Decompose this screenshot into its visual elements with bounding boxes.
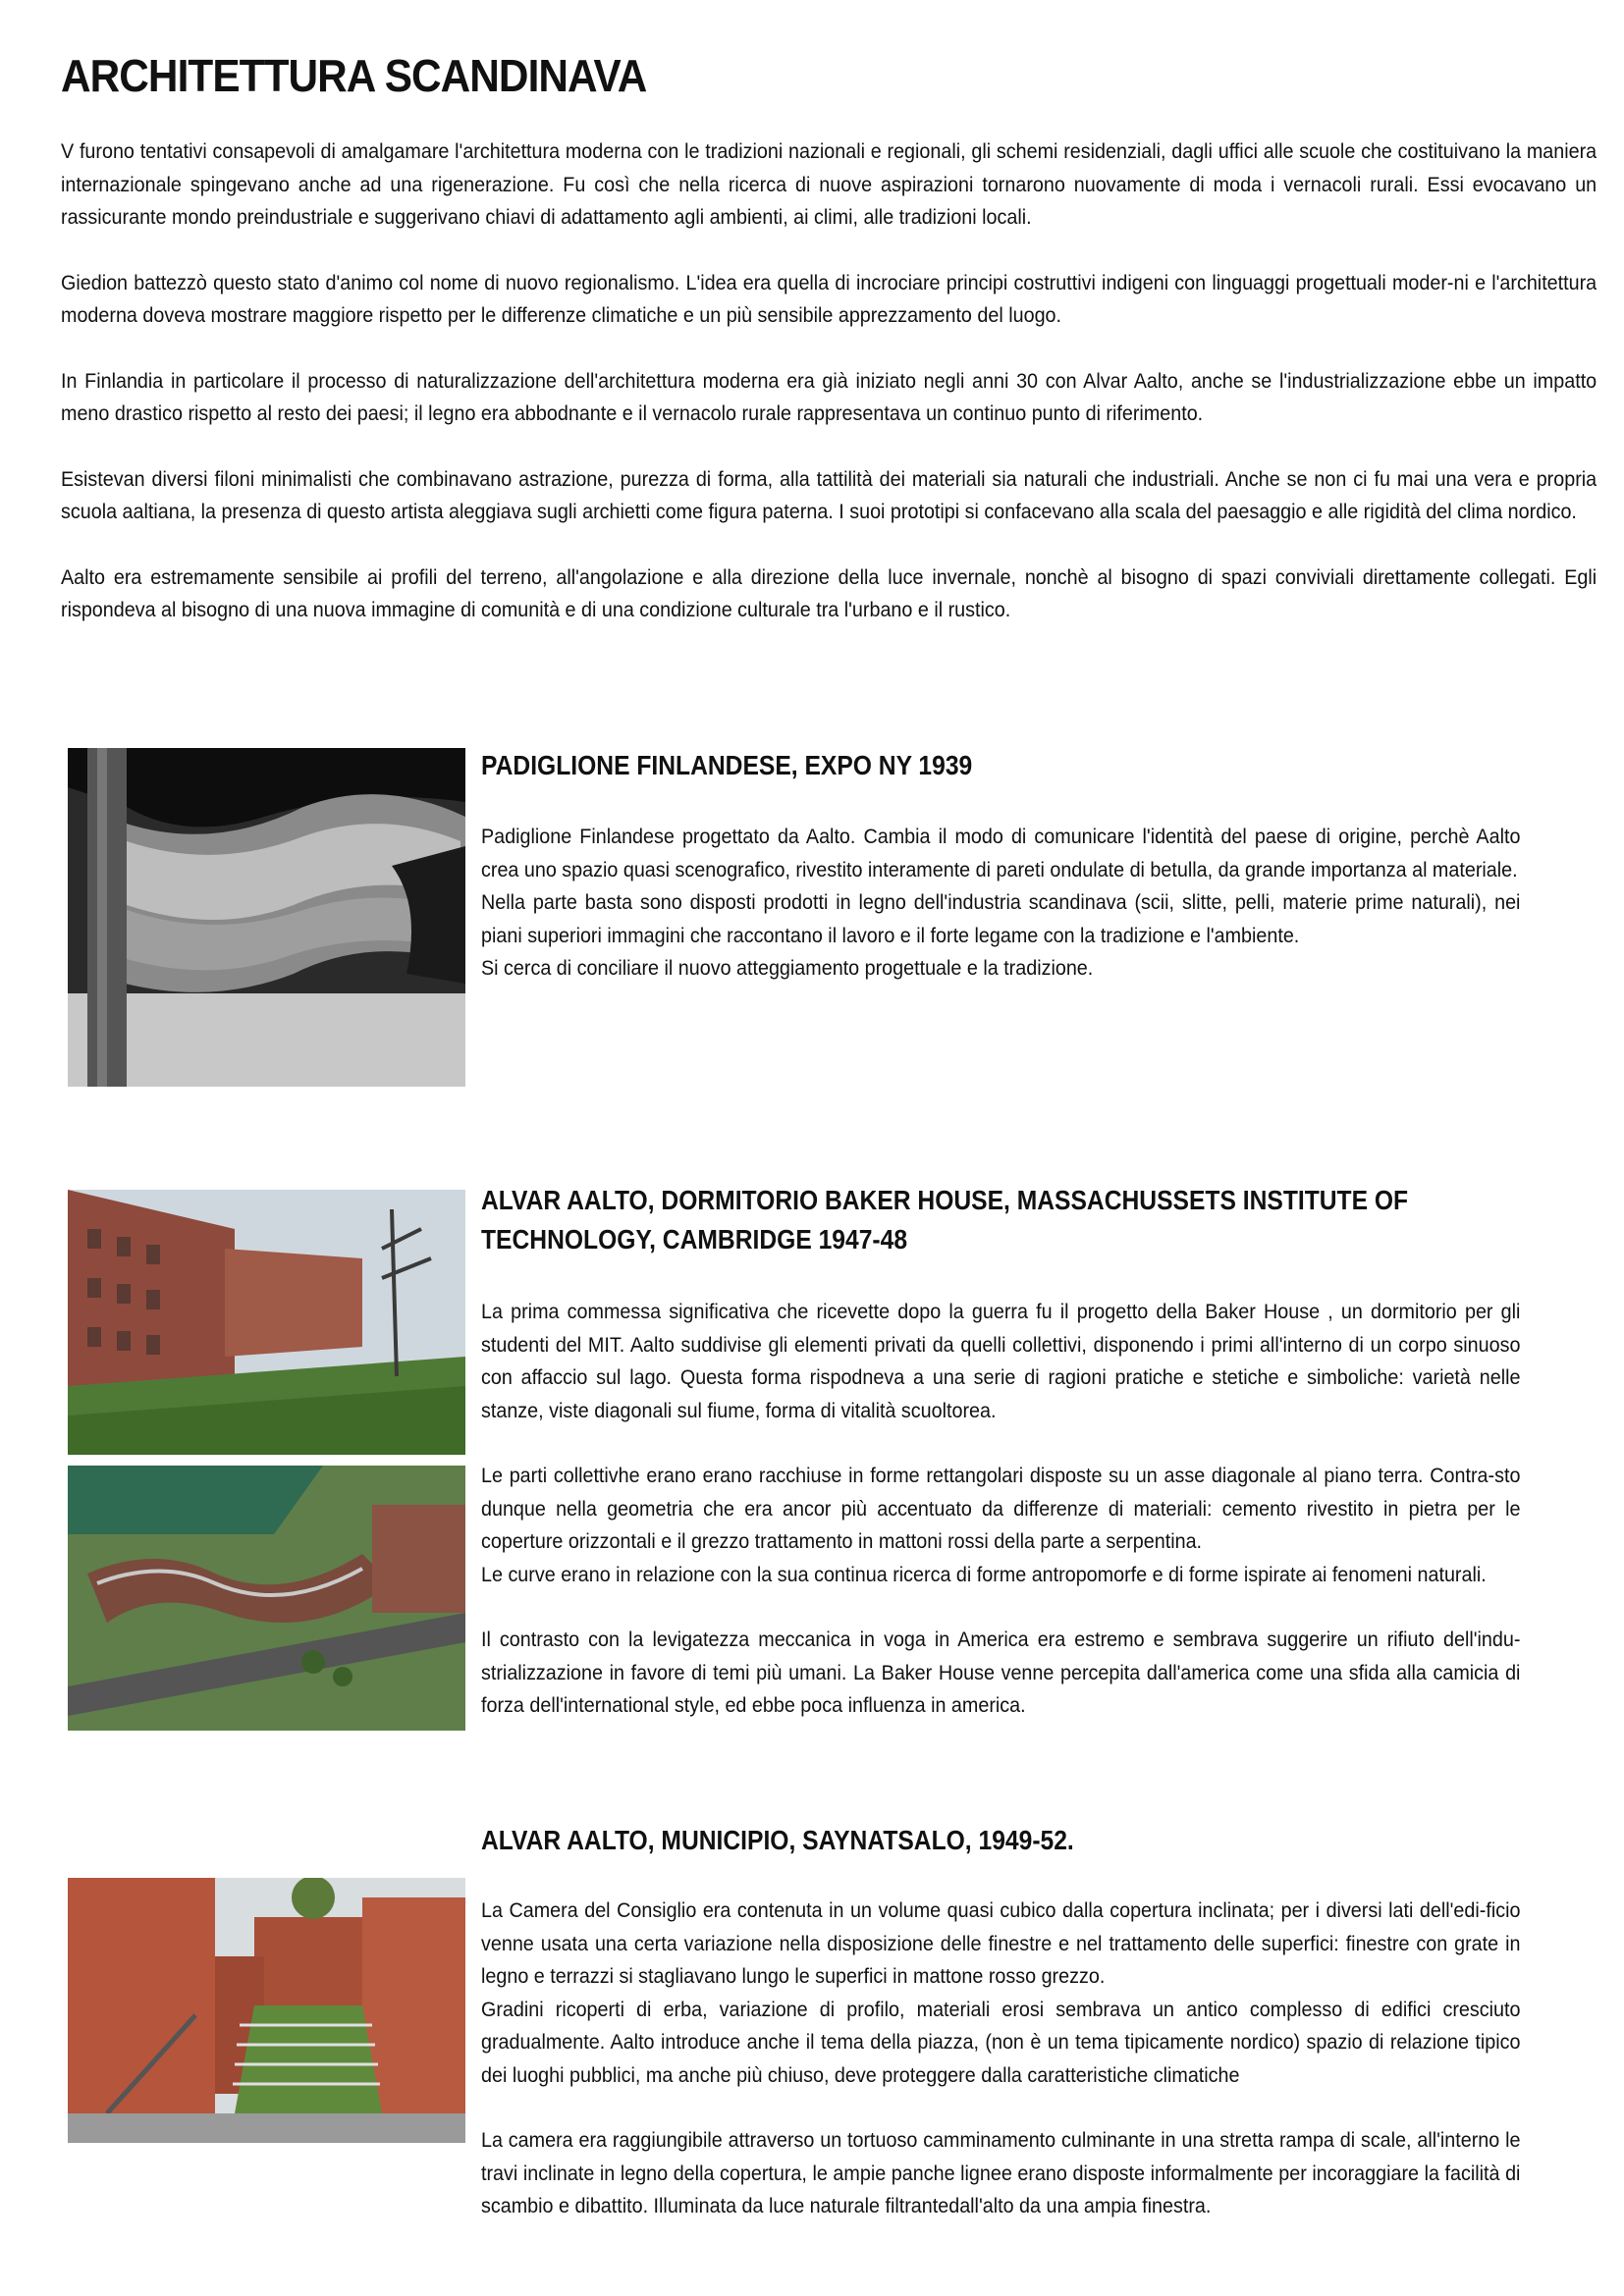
section-text-baker-house: [481, 1296, 1520, 1723]
section-title-pavilion: PADIGLIONE FINLANDESE, EXPO NY 1939: [481, 750, 973, 780]
intro-paragraph: In Finlandia in particolare il processo di naturalizzazione dell'architettura moderna era già iniziato negli anni 30 con Alvar Aalto, anche se l'industrializzazione ebbe un impatto meno drastico rispetto al resto dei paesi; il legno era abbodnante e il vernacolo rurale rappresentava un continuo punto di riferimento.: [61, 369, 1597, 425]
section-text-pavilion: [481, 821, 1520, 986]
section-paragraph: Le parti collettivhe erano erano racchiuse in forme rettangolari disposte su un asse diagonale al piano terra. Contra-sto dunque nella geometria che era ancor più accentuato da differenze di materiali: cemento rivestito in pietra per le coperture orizzontali e il grezzo trattamento in mattoni rossi della parte a serpentina.: [481, 1465, 1521, 1553]
baker-house-aerial-photo: [68, 1466, 465, 1731]
saynatsalo-photo: [68, 1878, 465, 2143]
section-paragraph: Nella parte basta sono disposti prodotti in legno dell'industria scandinava (scii, slitte, pelli, materie prime naturali), nei piani superiori immagini che raccontano il lavoro e il forte legame con la tradizione e l'ambiente.: [481, 891, 1521, 947]
section-paragraph: Gradini ricoperti di erba, variazione di profilo, materiali erosi sembrava un antico complesso di edifici cresciuto gradualmente. Aalto introduce anche il tema della piazza, (non è un tema tipicamente nordico) spazio di relazione tipico dei luoghi pubblici, ma anche più chiuso, deve proteggere dalla caratteristiche climatiche: [481, 1998, 1521, 2087]
section-paragraph: Le curve erano in relazione con la sua continua ricerca di forme antropomorfe e di forme ispirate ai fenomeni naturali.: [481, 1563, 1487, 1586]
section-paragraph: La camera era raggiungibile attraverso un tortuoso camminamento culminante in una stretta rampa di scale, all'interno le travi inclinate in legno della copertura, le ampie panche lignee erano disposte informalmente per incoraggiare la facilità di scambio e dibattito. Illuminata da luce naturale filtrantedall'alto da una ampia finestra.: [481, 2129, 1521, 2217]
intro-paragraph: V furono tentativi consapevoli di amalgamare l'architettura moderna con le tradizioni nazionali e regionali, gli schemi residenziali, dagli uffici alle scuole che costituivano la maniera internazionale spingevano anche ad una rigenerazione. Fu così che nella ricerca di nuove aspirazioni tornarono nuovamente di moda i vernacoli rurali. Essi evocavano un rassicurante mondo preindustriale e suggerivano chiavi di adattamento agli ambienti, ai climi, alle tradizioni locali.: [61, 140, 1597, 229]
baker-house-photo: [68, 1190, 465, 1455]
intro-paragraph: Aalto era estremamente sensibile ai profili del terreno, all'angolazione e alla direzione della luce invernale, nonchè al bisogno di spazi conviviali direttamente collegati. Egli rispondeva al bisogno di una nuova immagine di comunità e di una condizione culturale tra l'urbano e il rustico.: [61, 565, 1597, 621]
section-title-baker-house: ALVAR AALTO, DORMITORIO BAKER HOUSE, MASSACHUSSETS INSTITUTE OF TECHNOLOGY, CAMBRIDGE 1947-48: [481, 1185, 1409, 1255]
section-text-saynatsalo: [481, 1895, 1520, 2223]
page-title: ARCHITETTURA SCANDINAVA: [61, 50, 647, 101]
intro-paragraph: Esistevan diversi filoni minimalisti che combinavano astrazione, purezza di forma, alla tattilità dei materiali sia naturali che industriali. Anche se non ci fu mai una vera e propria scuola aaltiana, la presenza di questo artista aleggiava sugli archietti come figura paterna. I suoi prototipi si confacevano alla scala del paesaggio e alle rigidità del clima nordico.: [61, 467, 1597, 523]
intro-paragraph: Giedion battezzò questo stato d'animo col nome di nuovo regionalismo. L'idea era quella di incrociare principi costruttivi indigeni con linguaggi progettuali moder-ni e l'architettura moderna doveva mostrare maggiore rispetto per le differenze climatiche e un più sensibile apprezzamento del luogo.: [61, 271, 1597, 327]
section-paragraph: Il contrasto con la levigatezza meccanica in voga in America era estremo e sembrava suggerire un rifiuto dell'indu-strializzazione in favore di temi più umani. La Baker House venne percepita dall'america come una sfida alla camicia di forza dell'international style, ed ebbe poca influenza in america.: [481, 1629, 1521, 1717]
intro-text: [61, 135, 1597, 660]
section-paragraph: La Camera del Consiglio era contenuta in un volume quasi cubico dalla copertura inclinata; per i diversi lati dell'edi-ficio venne usata una certa variazione nella disposizione delle finestre e nel trattamento delle superfici: finestre con grate in legno e terrazzi si stagliavano lungo le superfici in mattone rosso grezzo.: [481, 1899, 1521, 1988]
section-paragraph: Si cerca di conciliare il nuovo atteggiamento progettuale e la tradizione.: [481, 957, 1094, 980]
section-paragraph: Padiglione Finlandese progettato da Aalto. Cambia il modo di comunicare l'identità del paese di origine, perchè Aalto crea uno spazio quasi scenografico, rivestito interamente di pareti ondulate di betulla, da grande importanza al materiale.: [481, 826, 1521, 881]
pavilion-photo: [68, 748, 465, 1087]
section-title-saynatsalo: ALVAR AALTO, MUNICIPIO, SAYNATSALO, 1949-52.: [481, 1825, 1074, 1855]
section-paragraph: La prima commessa significativa che ricevette dopo la guerra fu il progetto della Baker House , un dormitorio per gli studenti del MIT. Aalto suddivise gli elementi privati da quelli collettivi, disponendo i primi all'interno di un corpo sinuoso con affaccio sul lago. Questa forma rispodneva a una serie di ragioni pratiche e stetiche e simboliche: varietà nelle stanze, viste diagonali sul fiume, forma di vitalità scuoltorea.: [481, 1301, 1521, 1422]
